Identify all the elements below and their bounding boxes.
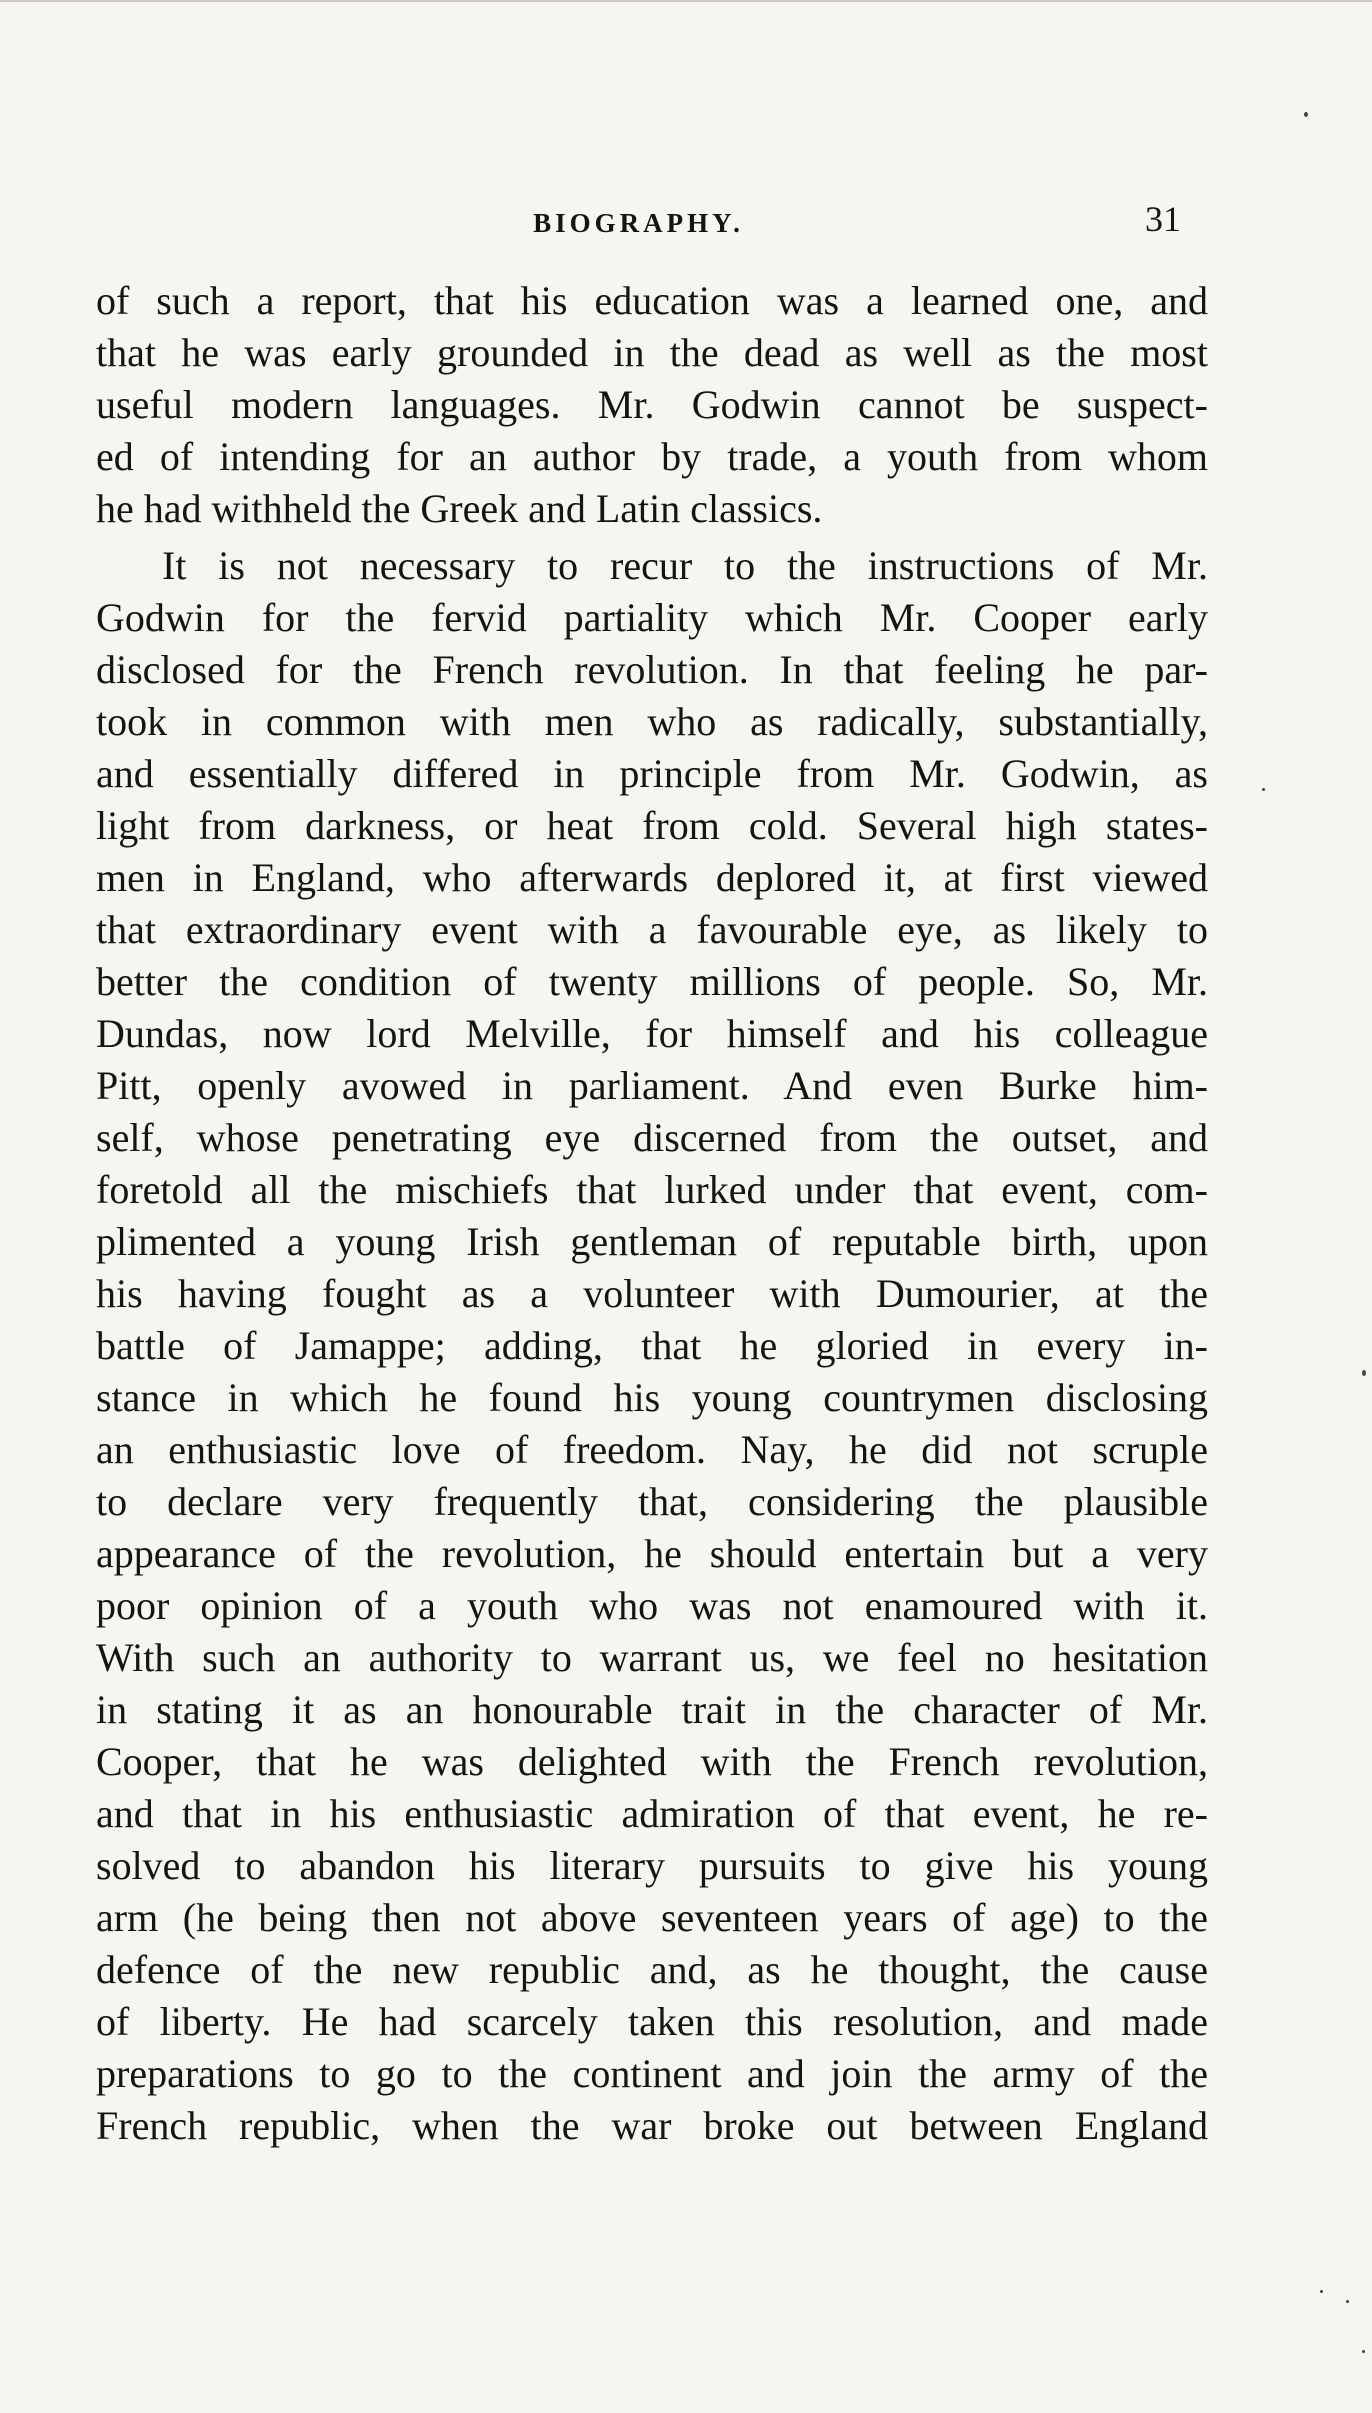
scan-speck — [1346, 2300, 1349, 2303]
body-text — [96, 275, 1208, 2152]
paragraph — [96, 275, 1208, 535]
page-top-edge — [0, 0, 1372, 2]
text-line: preparations to go to the continent and join the army of the — [96, 2051, 1208, 2096]
scan-speck — [1362, 1370, 1366, 1376]
text-line: foretold all the mischiefs that lurked under that event, com- — [96, 1167, 1208, 1212]
text-line: defence of the new republic and, as he thought, the cause — [96, 1947, 1208, 1992]
text-line: and that in his enthusiastic admiration of that event, he re- — [96, 1791, 1208, 1836]
text-line: French republic, when the war broke out between England — [96, 2103, 1208, 2148]
scan-speck — [1304, 112, 1308, 117]
text-line: battle of Jamappe; adding, that he gloried in every in- — [96, 1323, 1208, 1368]
text-line: light from darkness, or heat from cold. Several high states- — [96, 803, 1208, 848]
text-line: solved to abandon his literary pursuits to give his young — [96, 1843, 1208, 1888]
text-line: Godwin for the fervid partiality which Mr. Cooper early — [96, 595, 1208, 640]
scan-speck — [1320, 2290, 1323, 2293]
text-line: took in common with men who as radically, substantially, — [96, 699, 1208, 744]
text-line: appearance of the revolution, he should entertain but a very — [96, 1531, 1208, 1576]
text-line: that he was early grounded in the dead as well as the most — [96, 330, 1208, 375]
paragraph — [96, 540, 1208, 2152]
text-line: plimented a young Irish gentleman of reputable birth, upon — [96, 1219, 1208, 1264]
text-line: that extraordinary event with a favourable eye, as likely to — [96, 907, 1208, 952]
text-line: It is not necessary to recur to the instructions of Mr. — [162, 543, 1208, 588]
running-title: BIOGRAPHY. — [533, 208, 744, 238]
text-line: stance in which he found his young countrymen disclosing — [96, 1375, 1208, 1420]
text-line: disclosed for the French revolution. In that feeling he par- — [96, 647, 1208, 692]
running-head — [96, 198, 1181, 248]
text-line: of liberty. He had scarcely taken this resolution, and made — [96, 1999, 1208, 2044]
scan-speck — [1362, 2350, 1365, 2353]
text-line: an enthusiastic love of freedom. Nay, he did not scruple — [96, 1427, 1208, 1472]
text-line: self, whose penetrating eye discerned from the outset, and — [96, 1115, 1208, 1160]
scan-speck — [1262, 788, 1265, 791]
text-line: his having fought as a volunteer with Dumourier, at the — [96, 1271, 1208, 1316]
text-line: and essentially differed in principle from Mr. Godwin, as — [96, 751, 1208, 796]
text-line: arm (he being then not above seventeen years of age) to the — [96, 1895, 1208, 1940]
text-line: in stating it as an honourable trait in the character of Mr. — [96, 1687, 1208, 1732]
text-line: he had withheld the Greek and Latin classics. — [96, 486, 823, 531]
text-line: men in England, who afterwards deplored it, at first viewed — [96, 855, 1208, 900]
text-line: to declare very frequently that, considering the plausible — [96, 1479, 1208, 1524]
text-line: better the condition of twenty millions of people. So, Mr. — [96, 959, 1208, 1004]
text-line: Pitt, openly avowed in parliament. And even Burke him- — [96, 1063, 1208, 1108]
page-number: 31 — [1145, 199, 1181, 239]
text-line: poor opinion of a youth who was not enamoured with it. — [96, 1583, 1208, 1628]
text-line: Dundas, now lord Melville, for himself and his colleague — [96, 1011, 1208, 1056]
text-line: useful modern languages. Mr. Godwin cannot be suspect- — [96, 382, 1208, 427]
text-line: ed of intending for an author by trade, a youth from whom — [96, 434, 1208, 479]
text-line: Cooper, that he was delighted with the French revolution, — [96, 1739, 1208, 1784]
text-line: of such a report, that his education was a learned one, and — [96, 278, 1208, 323]
text-line: With such an authority to warrant us, we feel no hesitation — [96, 1635, 1208, 1680]
